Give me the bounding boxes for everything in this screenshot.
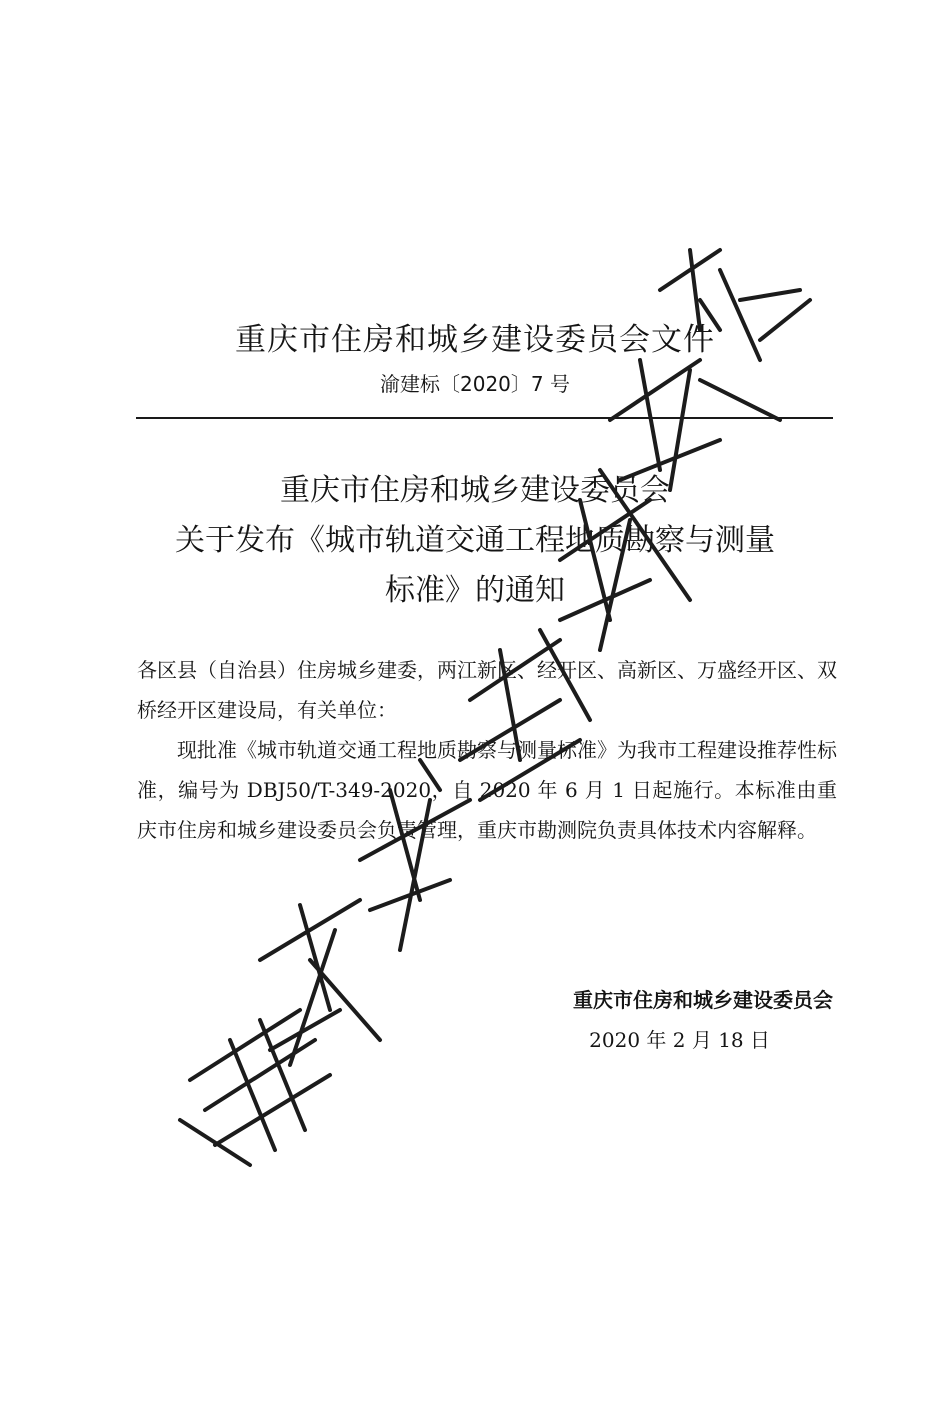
- notice-title-line-3: 标准》的通知: [385, 573, 565, 608]
- addressee: 各区县（自治县）住房城乡建委，两江新区、经开区、高新区、万盛经开区、双桥经开区建设局，有关单位：: [137, 658, 837, 722]
- notice-title-line-1: 重庆市住房和城乡建设委员会: [280, 473, 670, 508]
- header-divider: [136, 417, 833, 419]
- body-paragraph: 现批准《城市轨道交通工程地质勘察与测量标准》为我市工程建设推荐性标准，编号为 DBJ50/T-349-2020，自 2020 年 6 月 1 日起施行。本标准由重庆市住房和城乡建设委员会负责管理，重庆市勘测院负责具体技术内容解释。: [137, 738, 837, 842]
- document-number: 渝建标〔2020〕7 号: [380, 372, 570, 396]
- notice-title-line-2: 关于发布《城市轨道交通工程地质勘察与测量: [175, 523, 775, 558]
- notice-body: [137, 650, 837, 850]
- signature-date: 2020 年 2 月 18 日: [589, 1028, 770, 1052]
- header-title: 重庆市住房和城乡建设委员会文件: [235, 322, 715, 358]
- notice-title: [120, 466, 830, 616]
- signature-organization: 重庆市住房和城乡建设委员会: [573, 988, 833, 1012]
